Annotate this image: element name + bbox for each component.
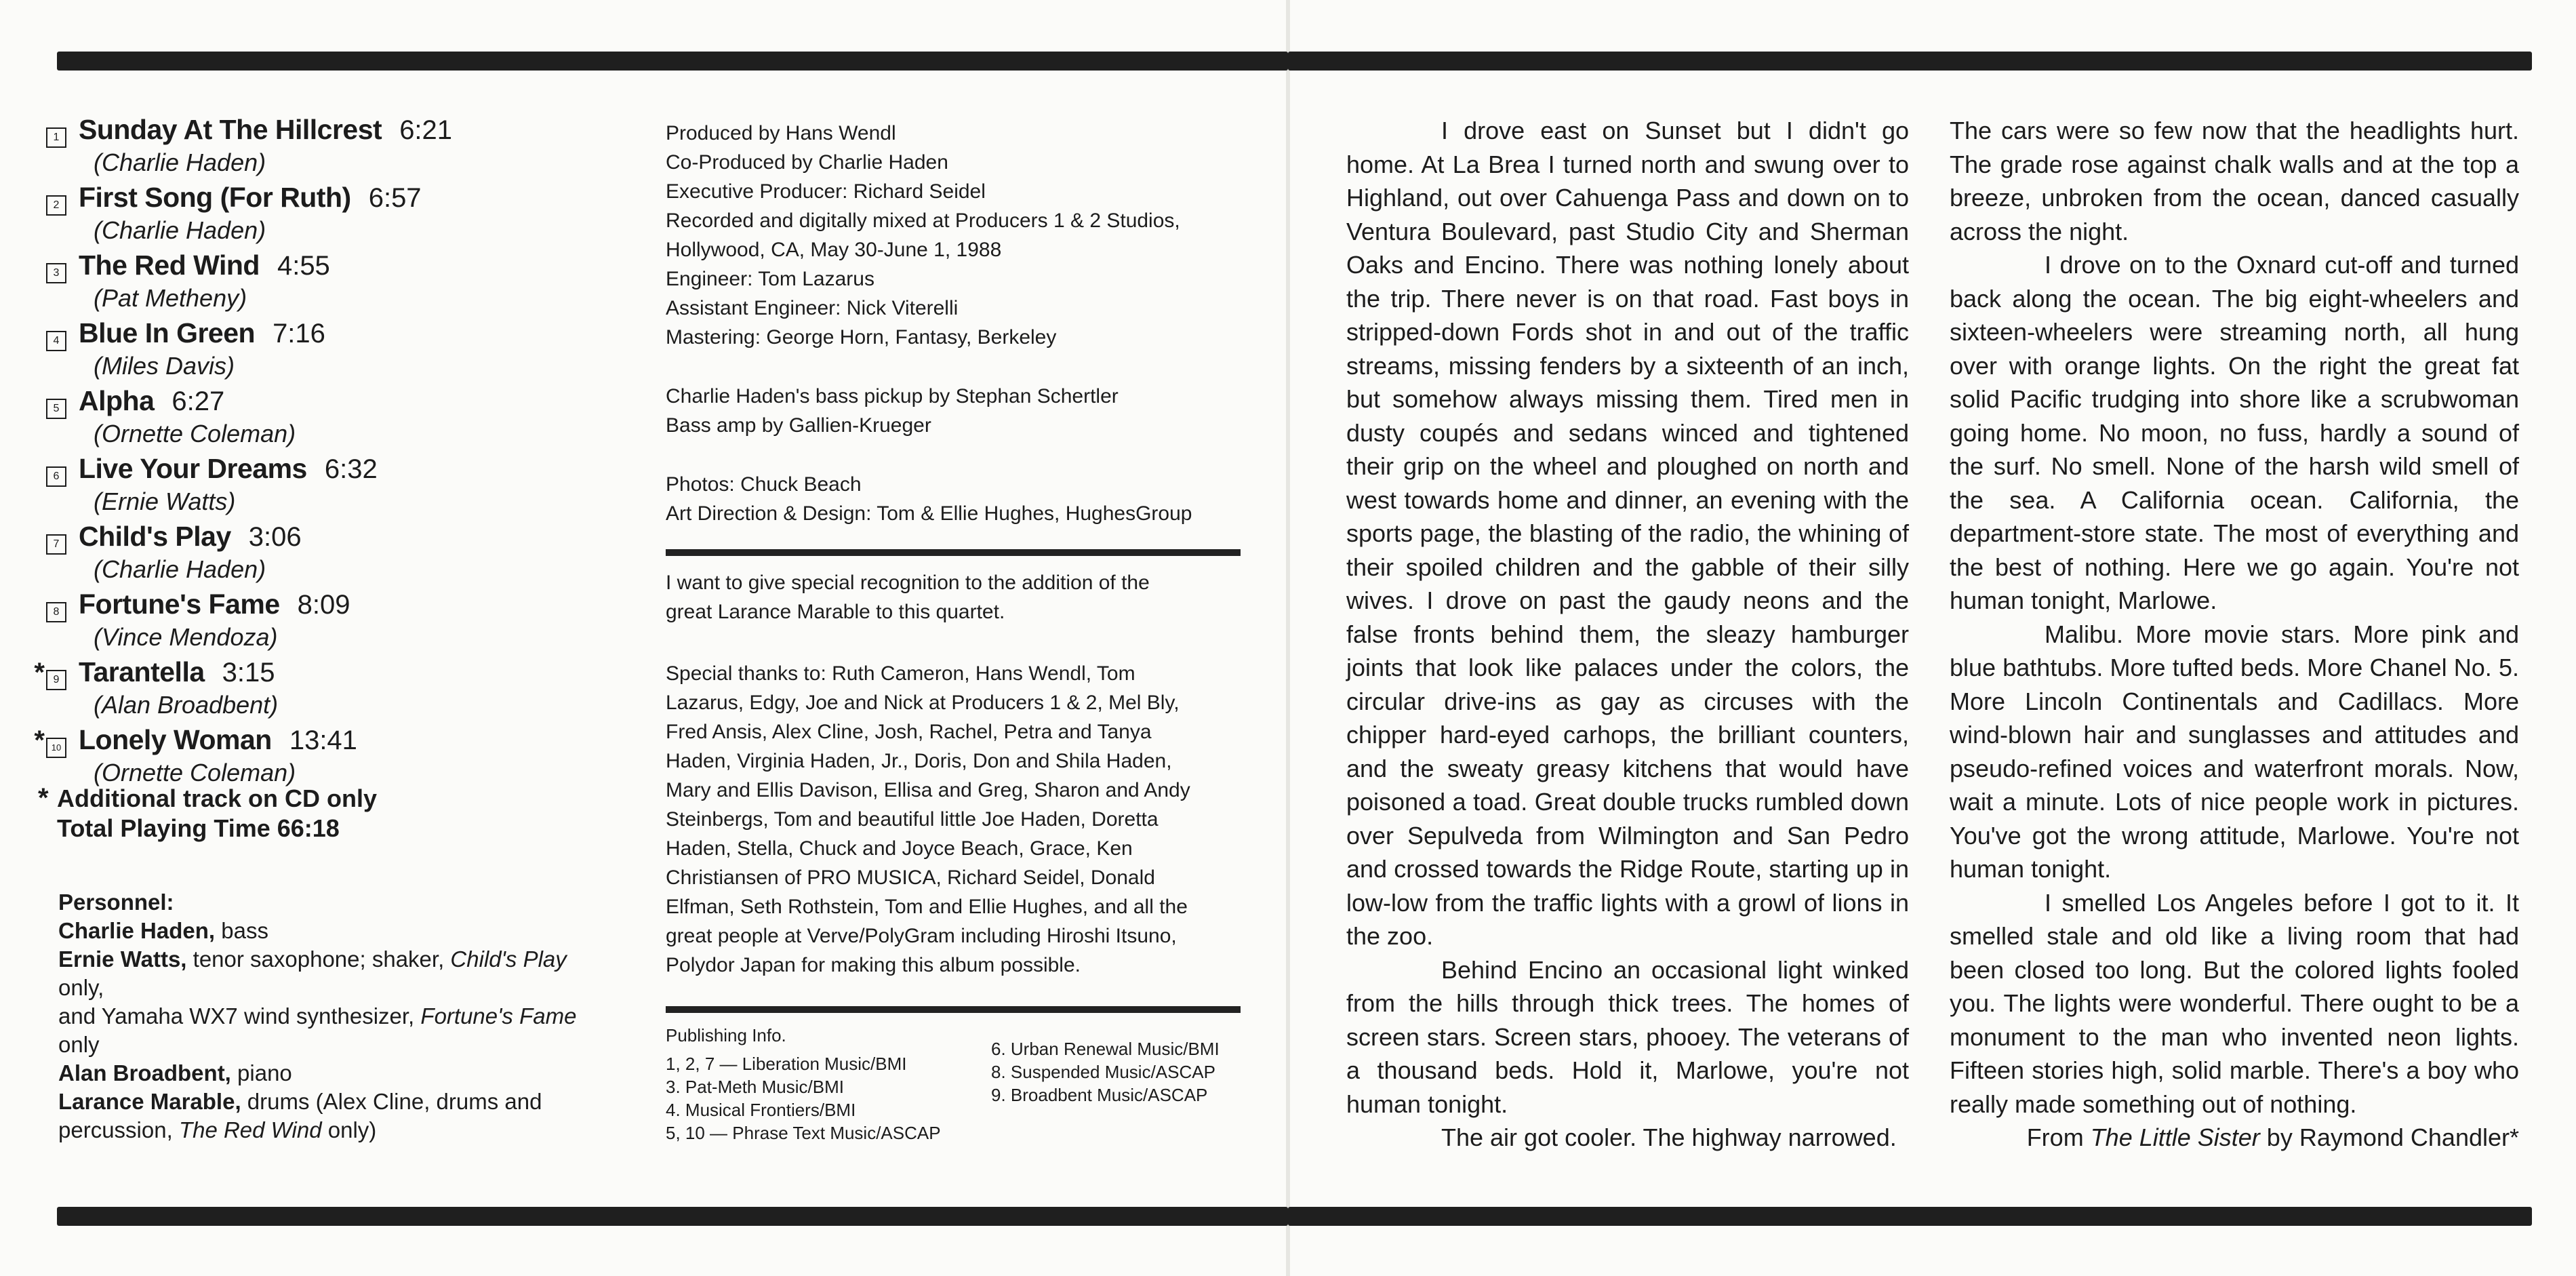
track-item <box>47 250 603 317</box>
track-item <box>47 385 603 453</box>
thanks-line: Fred Ansis, Alex Cline, Josh, Rachel, Petra and Tanya <box>666 721 1152 743</box>
track-line <box>47 453 603 487</box>
personnel-alan-broadbent: Alan Broadbent, piano <box>58 1060 292 1085</box>
thanks-line: Lazarus, Edgy, Joe and Nick at Producers 1 & 2, Mel Bly, <box>666 692 1180 714</box>
tracklist <box>34 114 603 792</box>
top-rule-right <box>1288 52 2532 71</box>
publishing-info <box>666 1024 1249 1144</box>
track-duration: 6:32 <box>324 454 378 484</box>
personnel-heading: Personnel: <box>58 890 174 915</box>
personnel-ernie-watts-cont: and Yamaha WX7 wind synthesizer, Fortune's Fame only <box>58 1003 577 1057</box>
thanks-line: Christiansen of PRO MUSICA, Richard Seidel, Donald <box>666 866 1155 889</box>
credit-line: Mastering: George Horn, Fantasy, Berkeley <box>666 326 1057 348</box>
track-duration: 4:55 <box>277 251 330 281</box>
track-composer: (Vince Mendoza) <box>94 623 278 651</box>
publishing-entry: 4. Musical Frontiers/BMI <box>666 1100 856 1120</box>
personnel <box>58 888 614 1144</box>
track-title: Child's Play <box>79 521 231 552</box>
track-title: The Red Wind <box>79 250 260 281</box>
track-composer: (Charlie Haden) <box>94 555 266 583</box>
credit-line: Hollywood, CA, May 30-June 1, 1988 <box>666 239 1002 261</box>
credit-line: Executive Producer: Richard Seidel <box>666 180 986 203</box>
personnel-larance-marable-cont: percussion, The Red Wind only) <box>58 1117 377 1142</box>
track-composer: (Charlie Haden) <box>94 216 266 244</box>
track-item <box>47 521 603 589</box>
credit-line: Art Direction & Design: Tom & Ellie Hughes, HughesGroup <box>666 502 1192 525</box>
publishing-entry: 5, 10 — Phrase Text Music/ASCAP <box>666 1123 941 1143</box>
thanks-line: Elfman, Seth Rothstein, Tom and Ellie Hughes, and all the <box>666 896 1188 918</box>
track-number-box: 3 <box>46 263 66 283</box>
tracklist-notes <box>38 783 580 843</box>
credits-block-production <box>666 119 1235 352</box>
top-rule-left <box>57 52 1288 71</box>
credit-line: Produced by Hans Wendl <box>666 122 896 144</box>
credit-line: Engineer: Tom Lazarus <box>666 268 874 290</box>
personnel-ernie-watts: Ernie Watts, tenor saxophone; shaker, Child's Play only, <box>58 946 567 1000</box>
track-title: Blue In Green <box>79 317 256 348</box>
credit-line: Recorded and digitally mixed at Producers 1 & 2 Studios, <box>666 210 1180 232</box>
credit-line: Photos: Chuck Beach <box>666 473 862 496</box>
prose-paragraph: The air got cooler. The highway narrowed. <box>1441 1123 1897 1151</box>
publishing-entry: 8. Suspended Music/ASCAP <box>991 1062 1215 1082</box>
thanks-line: Haden, Stella, Chuck and Joyce Beach, Grace, Ken <box>666 837 1133 860</box>
track-title: First Song (For Ruth) <box>79 182 351 213</box>
track-title: Alpha <box>79 385 155 416</box>
track-number-box: 5 <box>46 399 66 419</box>
bottom-rule-right <box>1288 1207 2532 1226</box>
cd-only-marker: * <box>34 658 45 687</box>
thanks-line: Haden, Virginia Haden, Jr., Doris, Don and Shila Haden, <box>666 750 1172 772</box>
track-number-box: 10 <box>46 738 66 758</box>
track-duration: 3:15 <box>222 658 275 687</box>
track-line <box>47 589 603 622</box>
credit-line: Bass amp by Gallien-Krueger <box>666 414 931 437</box>
credit-line: Co-Produced by Charlie Haden <box>666 151 948 174</box>
credits-divider-2 <box>666 1006 1241 1013</box>
track-duration: 6:21 <box>399 115 453 145</box>
personnel-charlie-haden: Charlie Haden, bass <box>58 918 268 943</box>
prose-paragraph: Behind Encino an occasional light winked from the hills through thick trees. The homes of screen stars. Screen stars, phooey. The veterans of a thousand beds. Hold it, Marlowe, you're not human tonight. <box>1346 955 1909 1118</box>
personnel-larance-marable: Larance Marable, drums (Alex Cline, drums and <box>58 1089 542 1114</box>
recognition-text <box>666 568 1235 626</box>
credits-divider-1 <box>666 549 1241 556</box>
track-number-box: 4 <box>46 331 66 351</box>
cd-only-marker: * <box>34 725 45 755</box>
track-duration: 8:09 <box>297 590 350 620</box>
prose-paragraph: I drove on to the Oxnard cut-off and turned back along the ocean. The big eight-wheelers and sixteen-wheelers were streaming north, all hung over with orange lights. On the right the great fat solid Pacific trudging into shore like a scrubwoman going home. No moon, no fuss, hardly a sound of the surf. No smell. None of the harsh wild smell of the sea. A California ocean. California, the department-store state. The most of everything and the best of nothing. Here we go again. You're not human tonight, Marlowe. <box>1950 251 2519 614</box>
credit-line: Assistant Engineer: Nick Viterelli <box>666 297 959 319</box>
publishing-entry: 9. Broadbent Music/ASCAP <box>991 1085 1208 1105</box>
publishing-list-left <box>666 1052 991 1144</box>
track-item <box>47 182 603 250</box>
publishing-entry: 6. Urban Renewal Music/BMI <box>991 1039 1220 1059</box>
track-composer: (Alan Broadbent) <box>94 691 279 719</box>
track-item <box>47 589 603 656</box>
thanks-line: Mary and Ellis Davison, Ellisa and Greg, Sharon and Andy <box>666 779 1190 801</box>
track-line <box>34 724 603 758</box>
track-line <box>47 250 603 283</box>
thanks-line: Steinbergs, Tom and beautiful little Joe Haden, Doretta <box>666 808 1159 831</box>
prose-paragraph: Malibu. More movie stars. More pink and blue bathtubs. More tufted beds. More Chanel No. 5. More Lincoln Continentals and Cadillacs. More wind-blown hair and sunglasses and attitudes and pseudo-refined voices and waterfront morals. Now, wait a minute. Lots of nice people work in pictures. You've got the wrong attitude, Marlowe. You're not human tonight. <box>1950 620 2519 883</box>
track-duration: 13:41 <box>289 725 357 755</box>
publishing-list-right <box>991 1037 1249 1144</box>
prose-paragraph: I smelled Los Angeles before I got to it. It smelled stale and old like a living room that had been closed too long. But the colored lights fooled you. The lights were wonderful. There ought to be a monument to the man who invented neon lights. Fifteen stories high, solid marble. There's a boy who really made something out of nothing. <box>1950 888 2519 1118</box>
publishing-heading: Publishing Info. <box>666 1025 786 1045</box>
prose-column-left <box>1346 114 1909 1155</box>
total-playing-time: Total Playing Time 66:18 <box>57 814 340 842</box>
prose-paragraph: The cars were so few now that the headlights hurt. The grade rose against chalk walls and at the top a breeze, unbroken from the ocean, danced casually across the night. <box>1950 117 2519 245</box>
track-duration: 6:57 <box>368 183 422 213</box>
track-number-box: 1 <box>46 127 66 148</box>
thanks-line: great people at Verve/PolyGram including Hiroshi Itsuno, <box>666 925 1177 947</box>
track-composer: (Pat Metheny) <box>94 284 247 312</box>
track-item <box>47 317 603 385</box>
track-item <box>47 114 603 182</box>
production-credits <box>666 119 1235 528</box>
track-title: Fortune's Fame <box>79 589 280 620</box>
recognition-line: great Larance Marable to this quartet. <box>666 601 1005 623</box>
prose-column-right <box>1950 114 2519 1155</box>
track-line <box>47 114 603 148</box>
credit-line: Charlie Haden's bass pickup by Stephan Schertler <box>666 385 1119 407</box>
track-number-box: 2 <box>46 195 66 216</box>
track-line <box>47 385 603 419</box>
track-duration: 3:06 <box>248 522 302 552</box>
track-duration: 7:16 <box>273 319 325 348</box>
track-composer: (Ernie Watts) <box>94 487 236 515</box>
track-title: Tarantella <box>79 656 205 687</box>
track-duration: 6:27 <box>172 386 225 416</box>
track-number-box: 6 <box>46 466 66 487</box>
track-composer: (Ornette Coleman) <box>94 420 296 447</box>
recognition-line: I want to give special recognition to the addition of the <box>666 572 1150 594</box>
track-composer: (Miles Davis) <box>94 352 235 380</box>
track-title: Sunday At The Hillcrest <box>79 114 382 145</box>
track-title: Live Your Dreams <box>79 453 307 484</box>
publishing-entry: 3. Pat-Meth Music/BMI <box>666 1077 844 1097</box>
bottom-rule-left <box>57 1207 1288 1226</box>
track-item <box>34 656 603 724</box>
track-line <box>47 182 603 216</box>
cd-only-note: * Additional track on CD only <box>38 783 378 813</box>
thanks-line: Special thanks to: Ruth Cameron, Hans Wendl, Tom <box>666 662 1135 685</box>
track-number-box: 8 <box>46 602 66 622</box>
credits-block-equipment <box>666 382 1235 440</box>
track-item <box>47 453 603 521</box>
track-line <box>47 317 603 351</box>
track-number-box: 7 <box>46 534 66 555</box>
thanks-line: Polydor Japan for making this album possible. <box>666 954 1081 976</box>
track-item <box>34 724 603 792</box>
track-number-box: 9 <box>46 670 66 690</box>
credits-block-design <box>666 470 1235 528</box>
track-composer: (Charlie Haden) <box>94 148 266 176</box>
book-title: The Little Sister <box>2090 1123 2260 1151</box>
quote-attribution: From The Little Sister by Raymond Chandler* <box>2026 1123 2519 1151</box>
special-thanks <box>666 659 1235 980</box>
track-composer: (Ornette Coleman) <box>94 759 296 786</box>
track-line <box>47 521 603 555</box>
track-line <box>34 656 603 690</box>
track-title: Lonely Woman <box>79 724 272 755</box>
prose-paragraph: I drove east on Sunset but I didn't go home. At La Brea I turned north and swung over to Highland, out over Cahuenga Pass and down on to Ventura Boulevard, past Studio City and Sherman Oaks and Encino. There was nothing lonely about the trip. There never is on that road. Fast boys in stripped-down Fords shot in and out of the traffic streams, missing fenders by a sixteenth of an inch, but somehow always missing them. Tired men in dusty coupés and sedans winced and tightened their grip on the wheel and ploughed on north and west towards home and dinner, an evening with the sports page, the blasting of the radio, the whining of their spoiled children and the gabble of their silly wives. I drove on past the gaudy neons and the false fronts behind them, the sleazy hamburger joints that look like palaces under the colors, the circular drive-ins as gay as circuses with the chipper hard-eyed carhops, the brilliant counters, and the sweaty greasy kitchens that would have poisoned a toad. Great double trucks rumbled down over Sepulveda from Wilmington and San Pedro and crossed towards the Ridge Route, starting up in low-low from the traffic lights with a growl of lions in the zoo. <box>1346 117 1909 950</box>
publishing-entry: 1, 2, 7 — Liberation Music/BMI <box>666 1054 907 1074</box>
